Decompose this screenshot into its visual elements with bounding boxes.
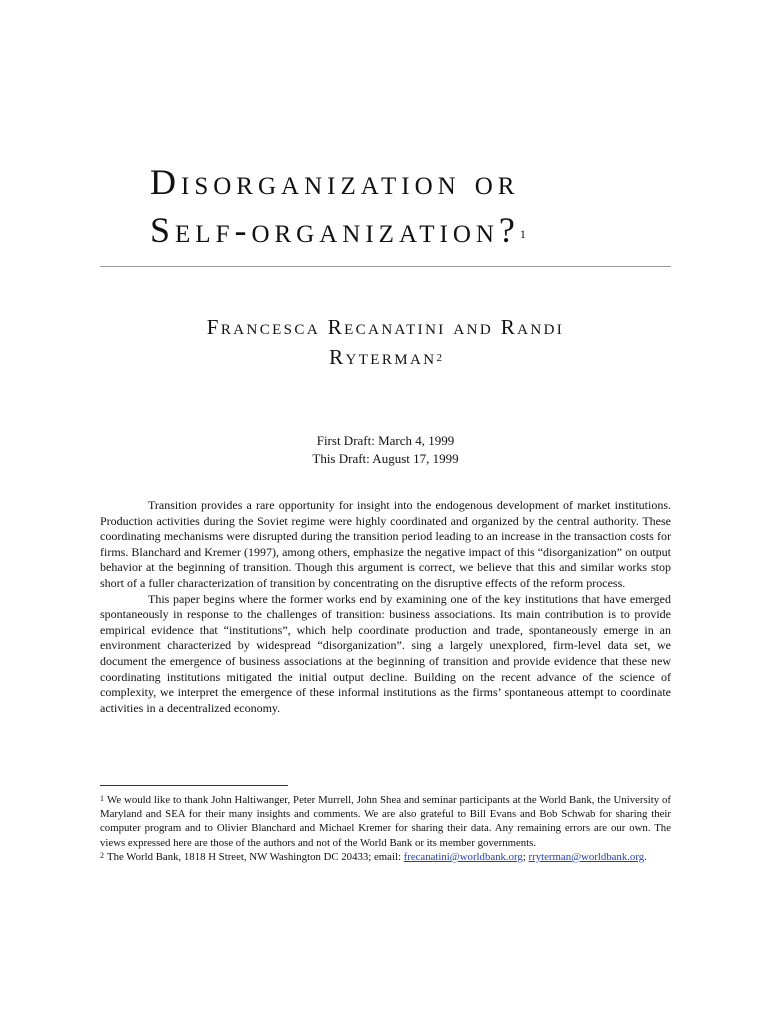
footnote-2 [100,850,671,864]
title-line-1: Disorganization or [150,162,520,202]
footnotes [100,793,671,864]
title-divider [100,266,671,267]
authors-line-2 [100,342,671,372]
title-footnote-mark[interactable]: 1 [519,227,526,241]
email-link-recanatini[interactable]: frecanatini@worldbank.org [403,850,523,863]
abstract [100,498,671,716]
footnote-separator [100,785,288,786]
first-draft-date: First Draft: March 4, 1999 [316,433,455,448]
authors-line-1: Francesca Recanatini and Randi [206,315,565,339]
email-separator: ; [522,850,526,863]
abstract-paragraph-1: Transition provides a rare opportunity for insight into the endogenous development of market institutions. Production activities during the Soviet regime were highly coordinated and organized by the central authority. These coordinating mechanisms were disrupted during the transition period leading to an increase in the transaction costs for firms. Blanchard and Kremer (1997), among others, emphasize the negative impact of this “disorganization” on output behavior at the beginning of transition. Though this argument is correct, we believe that this and similar works stop short of a fuller characterization of transition by concentrating on the disruptive effects of the reform process. [100,498,671,590]
title-line-2 [150,206,670,254]
paper-title [150,158,670,254]
footnote-1-text: We would like to thank John Haltiwanger, Peter Murrell, John Shea and seminar participants at the World Bank, the University of Maryland and SEA for their many insights and comments. We are also grateful to Bill Evans and Bob Schwab for sharing their computer program and to Olivier Blanchard and Michael Kremer for sharing their data. Any remaining errors are our own. The views expressed here are those of the authors and not of the World Bank or its member governments. [100,794,671,849]
abstract-paragraph-2: This paper begins where the former works end by examining one of the key institutions that have emerged spontaneously in response to the challenges of transition: business associations. Its main contribution is to provide empirical evidence that “institutions”, which help coordinate production and trade, spontaneously emerge in an environment characterized by widespread “disorganization”. sing a largely unexplored, firm-level data set, we document the emergence of business associations at the beginning of transition and provide evidence that these new coordinating institutions mitigated the initial output decline. Building on the recent advance of the science of complexity, we interpret the emergence of these informal institutions as the firms’ spontaneous attempt to coordinate activities in a decentralized economy. [100,591,671,715]
title-line-2-text: Self-organization? [150,210,520,250]
this-draft-date: This Draft: August 17, 1999 [312,451,459,466]
email-link-ryterman[interactable]: rryterman@worldbank.org [528,850,645,863]
authors-block [100,312,671,372]
authors-line-2-text: Ryterman [329,345,437,369]
footnote-2-mark: 2 [100,850,104,860]
draft-dates [100,432,671,468]
footnote-1 [100,793,671,850]
footnote-2-end: . [644,850,647,863]
footnote-1-mark: 1 [100,794,104,803]
footnote-2-text: The World Bank, 1818 H Street, NW Washington DC 20433; email: [107,850,401,863]
authors-footnote-mark[interactable]: 2 [436,352,442,364]
